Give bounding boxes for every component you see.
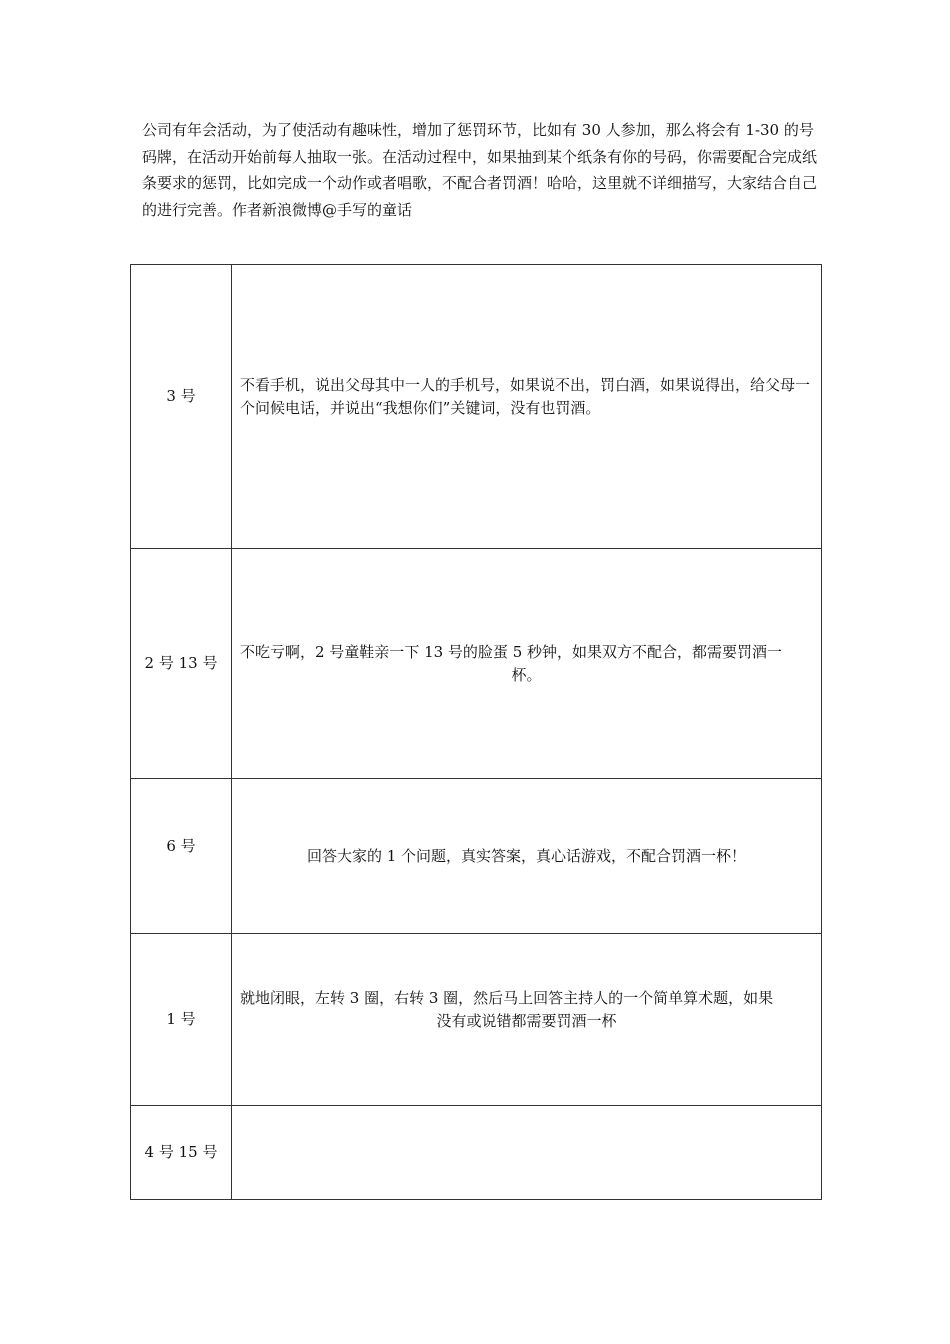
penalty-cell: [232, 265, 822, 549]
number-cell: [131, 779, 232, 934]
penalty-cell: [232, 934, 822, 1106]
number-cell: [131, 1106, 232, 1200]
table-row: [131, 934, 822, 1106]
table-row: [131, 1106, 822, 1200]
table-row: [131, 265, 822, 549]
penalty-table: [130, 264, 822, 1200]
number-cell: [131, 934, 232, 1106]
penalty-text-block: [240, 987, 813, 1033]
penalty-text: 不看手机，说出父母其中一人的手机号，如果说不出，罚白酒，如果说得出，给父母一个问候电话，并说出“我想你们”关键词，没有也罚酒。: [240, 375, 811, 417]
penalty-cell: [232, 779, 822, 934]
penalty-text-line: 杯。: [511, 665, 542, 684]
penalty-cell: [232, 1106, 822, 1200]
number-cell: [131, 265, 232, 549]
penalty-text-line: 没有或说错都需要罚酒一杯: [436, 1011, 617, 1030]
penalty-cell: [232, 549, 822, 779]
number-label: 4 号 15 号: [144, 1143, 218, 1161]
number-label: 3 号: [166, 387, 196, 405]
number-label: 1 号: [166, 1010, 196, 1028]
table-row: [131, 549, 822, 779]
penalty-text-line: 不吃亏啊，2 号童鞋亲一下 13 号的脸蛋 5 秒钟，如果双方不配合，都需要罚酒一: [240, 642, 783, 661]
number-label: 2 号 13 号: [144, 654, 218, 672]
penalty-text: 回答大家的 1 个问题，真实答案，真心话游戏，不配合罚酒一杯！: [306, 846, 747, 865]
number-label: 6 号: [166, 836, 196, 855]
penalty-text-line: 就地闭眼，左转 3 圈，右转 3 圈，然后马上回答主持人的一个简单算术题，如果: [240, 988, 774, 1007]
intro-paragraph: 公司有年会活动，为了使活动有趣味性，增加了惩罚环节，比如有 30 人参加，那么将会有 1-30 的号码牌，在活动开始前每人抽取一张。在活动过程中，如果抽到某个纸条有你的号码，你需要配合完成纸条要求的惩罚，比如完成一个动作或者唱歌，不配合者罚酒！哈哈，这里就不详细描写，大家结合自己的进行完善。作者新浪微博@手写的童话: [142, 121, 818, 219]
table-row: [131, 779, 822, 934]
number-cell: [131, 549, 232, 779]
